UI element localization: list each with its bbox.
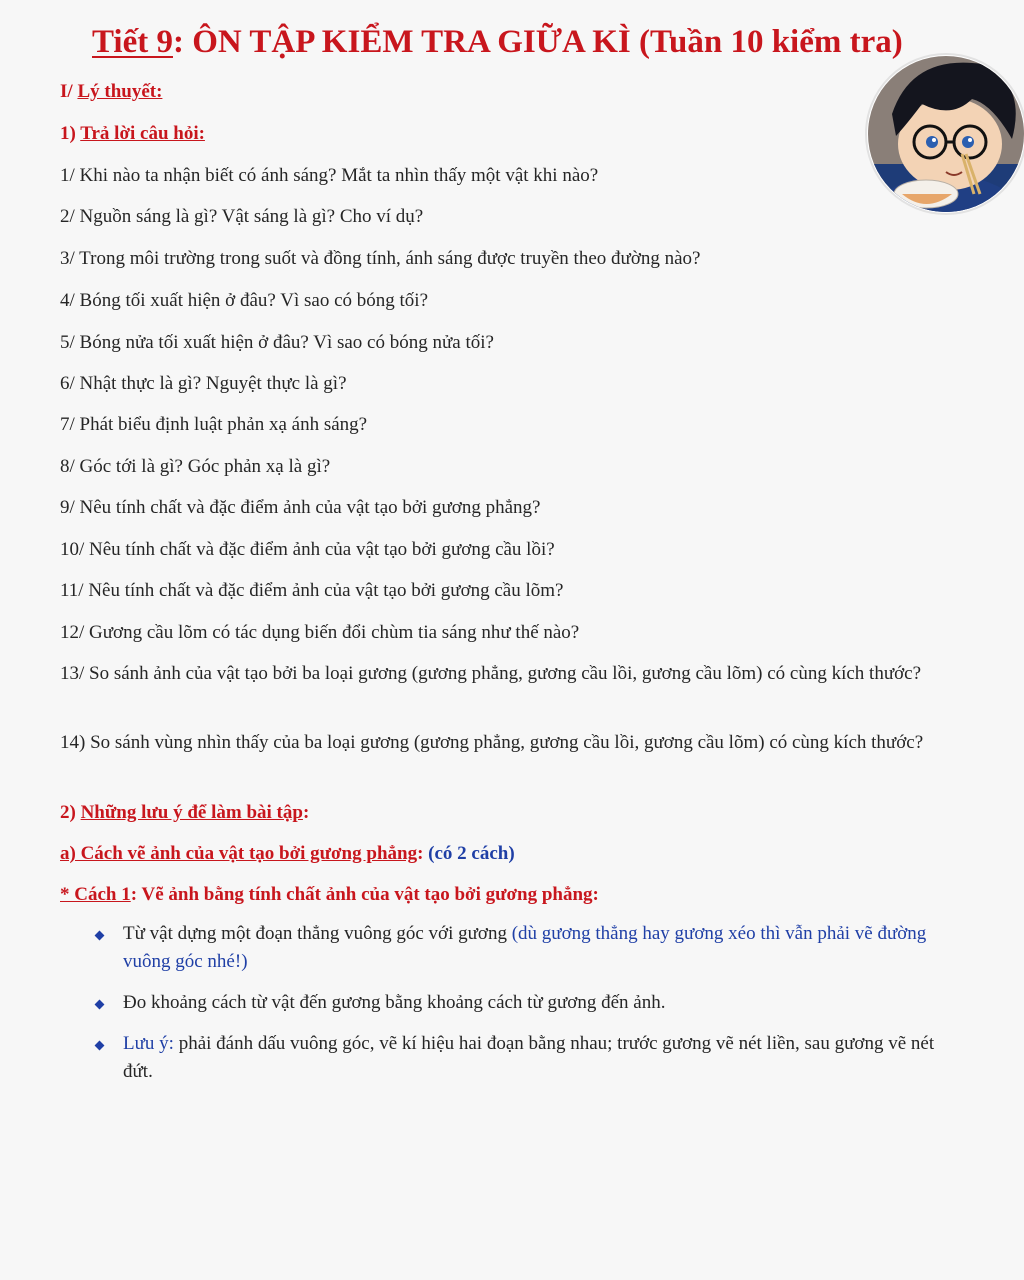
part-a-title: a) Cách vẽ ảnh của vật tạo bởi gương phẳng xyxy=(60,843,418,864)
subsection-title: Những lưu ý để làm bài tập xyxy=(80,802,303,823)
question-item: 7/ Phát biểu định luật phản xạ ánh sáng? xyxy=(60,414,368,435)
section-number: I/ xyxy=(60,81,78,102)
part-a-colon: : xyxy=(417,843,429,864)
question-item: 13/ So sánh ảnh của vật tạo bởi ba loại gương (gương phẳng, gương cầu lồi, gương cầu lõm) có cùng kích thước? xyxy=(60,663,922,684)
list-item xyxy=(96,989,956,1017)
method-1-steps-list xyxy=(96,920,956,1099)
bullet-diamond-icon xyxy=(95,1041,105,1051)
lesson-title: : ÔN TẬP KIỂM TRA GIỮA KÌ (Tuần 10 kiểm tra) xyxy=(172,24,903,60)
question-item: 5/ Bóng nửa tối xuất hiện ở đâu? Vì sao có bóng nửa tối? xyxy=(60,332,494,353)
bullet-diamond-icon xyxy=(95,1000,105,1010)
subsection-heading-exercise-notes xyxy=(60,799,309,827)
question-item: 1/ Khi nào ta nhận biết có ánh sáng? Mắt ta nhìn thấy một vật khi nào? xyxy=(60,165,599,186)
step-text: phải đánh dấu vuông góc, vẽ kí hiệu hai đoạn bằng nhau; trước gương vẽ nét liền, sau gương vẽ nét đứt. xyxy=(123,1033,935,1082)
question-item: 9/ Nêu tính chất và đặc điểm ảnh của vật tạo bởi gương phẳng? xyxy=(60,497,541,518)
section-title: Lý thuyết: xyxy=(77,81,163,102)
step-text: Từ vật dựng một đoạn thẳng vuông góc với gương xyxy=(123,923,512,944)
part-a-heading xyxy=(60,840,515,868)
question-item: 2/ Nguồn sáng là gì? Vật sáng là gì? Cho ví dụ? xyxy=(60,206,424,227)
step-text: Đo khoảng cách từ vật đến gương bằng khoảng cách từ gương đến ảnh. xyxy=(123,992,666,1013)
question-item: 14) So sánh vùng nhìn thấy của ba loại gương (gương phẳng, gương cầu lồi, gương cầu lõm) có cùng kích thước? xyxy=(60,732,924,753)
subsection-heading-answer-questions xyxy=(60,120,205,148)
question-item: 3/ Trong môi trường trong suốt và đồng tính, ánh sáng được truyền theo đường nào? xyxy=(60,248,701,269)
method-1-label: * Cách 1 xyxy=(60,884,131,905)
step-note: (dù gương thẳng hay gương xéo thì vẫn phải vẽ đường vuông góc nhé!) xyxy=(123,923,927,972)
bullet-diamond-icon xyxy=(95,931,105,941)
question-item: 4/ Bóng tối xuất hiện ở đâu? Vì sao có bóng tối? xyxy=(60,290,429,311)
subsection-number: 2) xyxy=(60,802,81,823)
question-item: 6/ Nhật thực là gì? Nguyệt thực là gì? xyxy=(60,373,347,394)
method-1-heading xyxy=(60,881,599,909)
part-a-note: (có 2 cách) xyxy=(428,843,515,864)
note-label: Lưu ý: xyxy=(123,1033,174,1054)
method-1-description: : Vẽ ảnh bằng tính chất ảnh của vật tạo bởi gương phẳng: xyxy=(130,884,599,905)
cartoon-avatar-image xyxy=(862,44,1024,224)
subsection-number: 1) xyxy=(60,123,81,144)
question-item: 10/ Nêu tính chất và đặc điểm ảnh của vật tạo bởi gương cầu lồi? xyxy=(60,539,555,560)
page-title xyxy=(92,18,972,66)
question-item: 8/ Góc tới là gì? Góc phản xạ là gì? xyxy=(60,456,331,477)
lesson-number: Tiết 9 xyxy=(92,24,173,60)
section-heading-theory xyxy=(60,78,162,106)
list-item xyxy=(96,1030,956,1086)
question-item: 11/ Nêu tính chất và đặc điểm ảnh của vật tạo bởi gương cầu lõm? xyxy=(60,580,564,601)
subsection-colon: : xyxy=(302,802,310,823)
question-item: 12/ Gương cầu lõm có tác dụng biến đổi chùm tia sáng như thế nào? xyxy=(60,622,580,643)
list-item xyxy=(96,920,956,976)
subsection-title: Trả lời câu hỏi: xyxy=(80,123,205,144)
